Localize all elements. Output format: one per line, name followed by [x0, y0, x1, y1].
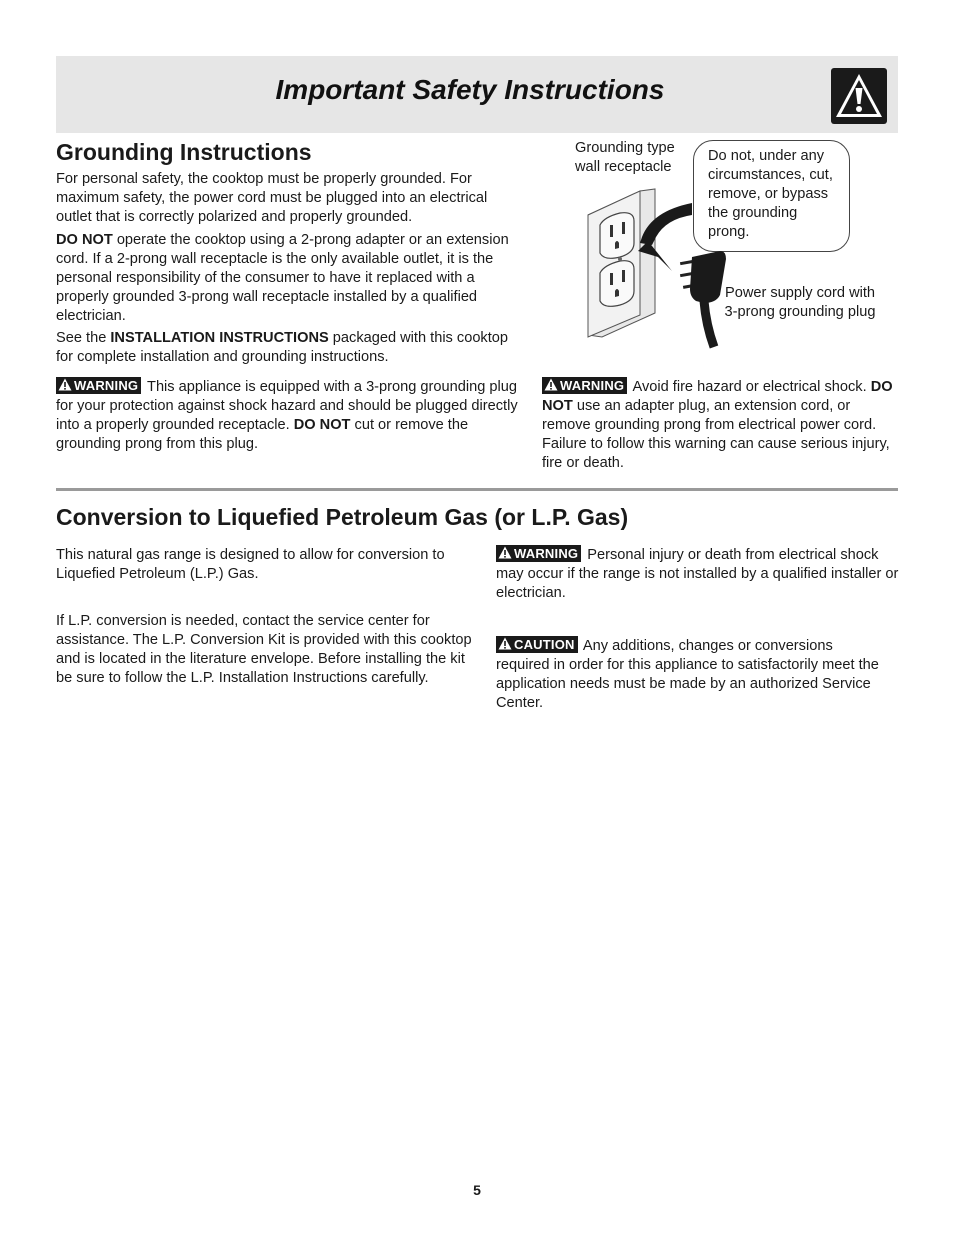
warning-triangle-icon: [498, 546, 512, 559]
grounding-paragraph-2: DO NOT operate the cooktop using a 2-prong adapter or an extension cord. If a 2-prong wall receptacle is the only available outlet, it is the personal responsibility of the consumer to have it replaced with a properly grounded 3-prong wall receptacle installed by a qualified electrician.: [56, 232, 509, 324]
warning-triangle-icon: [544, 378, 558, 391]
conversion-paragraph-1: This natural gas range is designed to allow for conversion to Liquefied Petroleum (L.P.) Gas.: [56, 547, 445, 582]
warning-triangle-icon: [58, 378, 72, 391]
receptacle-plug-illustration: [580, 185, 770, 350]
grounding-prong-callout: Do not, under any circumstances, cut, remove, or bypass the grounding prong.: [693, 140, 850, 252]
conversion-warning: WARNING Personal injury or death from electrical shock may occur if the range is not installed by a qualified installer or electrician.: [496, 546, 899, 601]
warning-badge: WARNING: [56, 377, 141, 394]
grounding-warning-1: WARNING This appliance is equipped with a 3-prong grounding plug for your protection against shock hazard and should be plugged directly into a properly grounded receptacle. DO NOT cut or remove the grounding prong from this plug.: [56, 378, 518, 452]
receptacle-label: Grounding type wall receptacle: [575, 140, 675, 175]
plug-label: Power supply cord with 3-prong grounding plug: [724, 285, 876, 320]
caution-badge: CAUTION: [496, 636, 578, 653]
conversion-caution: CAUTION Any additions, changes or conversions required in order for this appliance to satisfactorily meet the application needs must be made by an authorized Service Center.: [496, 637, 879, 711]
section-divider: [56, 488, 898, 491]
conversion-paragraph-2: If L.P. conversion is needed, contact the service center for assistance. The L.P. Conversion Kit is provided with this cooktop and is located in the literature envelope. Before installing the kit be sure to follow the L.P. Installation Instructions carefully.: [56, 613, 472, 686]
grounding-heading: Grounding Instructions: [56, 139, 312, 165]
page-title: Important Safety Instructions: [275, 74, 665, 105]
warning-badge: WARNING: [496, 545, 581, 562]
grounding-warning-2: WARNING Avoid fire hazard or electrical shock. DO NOT use an adapter plug, an extension cord, or remove grounding prong from electrical power cord. Failure to follow this warning can cause serious injury, fire or death.: [542, 378, 893, 471]
wall-receptacle-icon: [588, 189, 655, 337]
header-band: [56, 56, 898, 133]
grounding-paragraph-3: See the INSTALLATION INSTRUCTIONS packaged with this cooktop for complete installation and grounding instructions.: [56, 330, 509, 365]
page-number: 5: [473, 1182, 481, 1198]
warning-triangle-icon: [498, 637, 512, 650]
warning-triangle-icon: [831, 68, 887, 124]
conversion-heading: Conversion to Liquefied Petroleum Gas (or L.P. Gas): [56, 504, 629, 530]
grounding-paragraph-1: For personal safety, the cooktop must be properly grounded. For maximum safety, the power cord must be plugged into an electrical outlet that is correctly polarized and properly grounded.: [56, 171, 488, 225]
warning-badge: WARNING: [542, 377, 627, 394]
